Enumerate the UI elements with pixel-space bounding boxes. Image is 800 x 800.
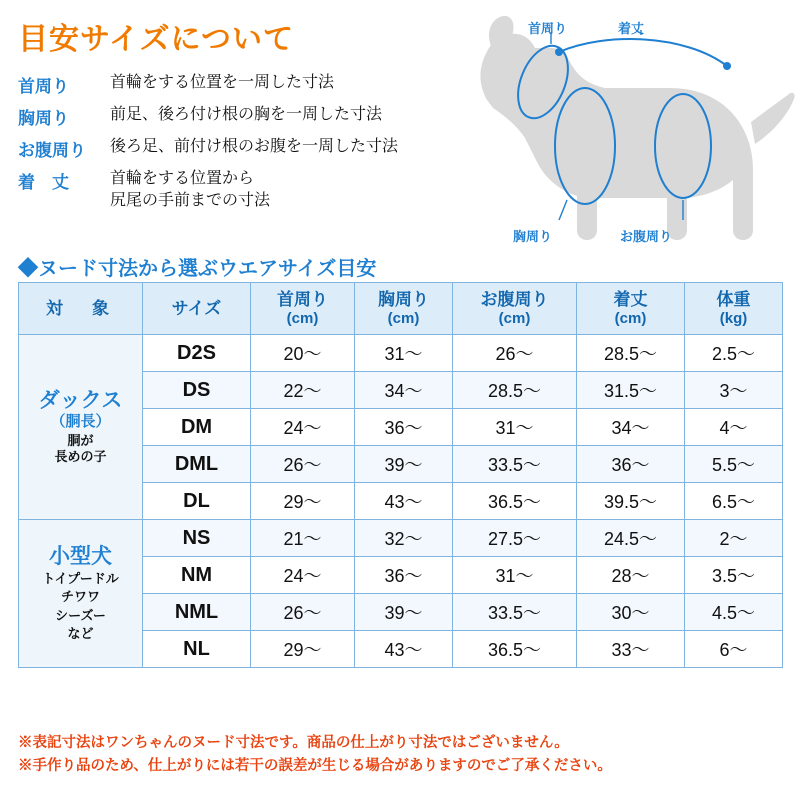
cell-size: DL — [143, 483, 251, 520]
section-heading: ◆ヌード寸法から選ぶウエアサイズ目安 — [18, 258, 377, 280]
dog-diagram — [455, 4, 795, 264]
legend-desc-length-line1: 首輪をする位置から — [110, 170, 255, 187]
legend-item-neck — [18, 72, 458, 97]
cell-weight: 6.5〜 — [685, 483, 783, 520]
legend-desc-neck: 首輪をする位置を一周した寸法 — [110, 74, 335, 91]
col-header-size: サイズ — [143, 283, 251, 335]
cell-chest: 32〜 — [355, 520, 453, 557]
cell-neck: 24〜 — [251, 557, 355, 594]
cell-neck: 24〜 — [251, 409, 355, 446]
cell-neck: 20〜 — [251, 335, 355, 372]
col-header-neck-label: 首周り — [277, 289, 328, 309]
cell-chest: 43〜 — [355, 483, 453, 520]
page-title: 目安サイズについて — [18, 23, 294, 56]
legend-item-length — [18, 168, 458, 211]
table-header-row — [19, 283, 783, 335]
col-header-chest — [355, 283, 453, 335]
cell-neck: 26〜 — [251, 446, 355, 483]
cell-weight: 5.5〜 — [685, 446, 783, 483]
col-header-belly-label: お腹周り — [480, 289, 549, 309]
legend-item-chest — [18, 104, 458, 129]
cell-weight: 3.5〜 — [685, 557, 783, 594]
footnotes — [18, 732, 788, 778]
diagram-label-length: 着丈 — [618, 21, 645, 36]
cell-chest: 31〜 — [355, 335, 453, 372]
cell-size: DM — [143, 409, 251, 446]
col-header-target: 対 象 — [19, 283, 143, 335]
cell-size: NM — [143, 557, 251, 594]
cell-length: 33〜 — [577, 631, 685, 668]
col-header-belly-unit: (cm) — [498, 309, 531, 327]
group-note-line2: シーズー — [55, 607, 106, 623]
cell-size: DS — [143, 372, 251, 409]
table-row — [19, 520, 783, 557]
cell-weight: 3〜 — [685, 372, 783, 409]
measurement-legend — [18, 72, 458, 218]
cell-belly: 36.5〜 — [453, 483, 577, 520]
cell-neck: 29〜 — [251, 483, 355, 520]
cell-size: NML — [143, 594, 251, 631]
cell-belly: 31〜 — [453, 557, 577, 594]
col-header-length-label: 着丈 — [613, 289, 648, 309]
cell-belly: 33.5〜 — [453, 446, 577, 483]
dog-silhouette — [480, 16, 794, 240]
col-header-length-unit: (cm) — [614, 309, 647, 327]
cell-neck: 22〜 — [251, 372, 355, 409]
cell-size: D2S — [143, 335, 251, 372]
legend-item-belly — [18, 136, 458, 161]
col-header-length — [577, 283, 685, 335]
size-table-head — [19, 283, 783, 335]
cell-belly: 33.5〜 — [453, 594, 577, 631]
col-header-belly — [453, 283, 577, 335]
cell-weight: 2〜 — [685, 520, 783, 557]
legend-desc-chest: 前足、後ろ付け根の胸を一周した寸法 — [110, 106, 383, 123]
group-name-line2: （胴長） — [50, 412, 111, 430]
cell-length: 28.5〜 — [577, 335, 685, 372]
group-note-line2: 長めの子 — [54, 449, 107, 465]
size-table — [18, 282, 783, 668]
legend-desc-length — [110, 168, 270, 211]
footnote-1: ※表記寸法はワンちゃんのヌード寸法です。商品の仕上がり寸法ではございません。 — [18, 735, 569, 751]
legend-desc-length-line2: 尻尾の手前までの寸法 — [110, 191, 271, 209]
measurement-endpoints — [555, 48, 731, 70]
group-name-line1: ダックス — [38, 388, 123, 412]
cell-chest: 39〜 — [355, 446, 453, 483]
cell-chest: 36〜 — [355, 409, 453, 446]
length-measure-line — [559, 39, 727, 66]
group-note-line1: 胴が — [67, 432, 94, 448]
col-header-chest-label: 胸周り — [378, 289, 429, 309]
group-note-line0: トイプードル — [42, 571, 119, 587]
legend-term-neck: 首周り — [18, 77, 69, 96]
group-note-line1: チワワ — [60, 589, 100, 605]
cell-weight: 4.5〜 — [685, 594, 783, 631]
cell-belly: 28.5〜 — [453, 372, 577, 409]
legend-term-belly: お腹周り — [18, 141, 86, 160]
dog-illustration-svg — [455, 4, 795, 264]
diagram-label-belly: お腹周り — [620, 229, 673, 244]
cell-chest: 39〜 — [355, 594, 453, 631]
footnote-2: ※手作り品のため、仕上がりには若干の誤差が生じる場合がありますのでご了承ください。 — [18, 758, 612, 775]
col-header-neck — [251, 283, 355, 335]
cell-length: 28〜 — [577, 557, 685, 594]
col-header-weight-label: 体重 — [716, 289, 751, 309]
col-header-chest-unit: (cm) — [387, 309, 420, 327]
col-header-neck-unit: (cm) — [286, 309, 319, 327]
cell-belly: 36.5〜 — [453, 631, 577, 668]
cell-length: 31.5〜 — [577, 372, 685, 409]
table-row — [19, 335, 783, 372]
group-cell-dachshund — [19, 335, 143, 520]
cell-length: 36〜 — [577, 446, 685, 483]
diagram-label-chest: 胸周り — [513, 229, 553, 244]
cell-length: 34〜 — [577, 409, 685, 446]
col-header-weight-unit: (kg) — [719, 309, 748, 327]
cell-length: 24.5〜 — [577, 520, 685, 557]
cell-length: 39.5〜 — [577, 483, 685, 520]
group-name-line1: 小型犬 — [49, 544, 112, 568]
cell-belly: 26〜 — [453, 335, 577, 372]
cell-weight: 4〜 — [685, 409, 783, 446]
cell-size: NL — [143, 631, 251, 668]
cell-neck: 29〜 — [251, 631, 355, 668]
legend-term-chest: 胸周り — [18, 109, 69, 128]
legend-term-length: 着 丈 — [18, 173, 69, 192]
cell-weight: 2.5〜 — [685, 335, 783, 372]
cell-chest: 36〜 — [355, 557, 453, 594]
cell-size: NS — [143, 520, 251, 557]
col-header-weight — [685, 283, 783, 335]
cell-neck: 21〜 — [251, 520, 355, 557]
cell-chest: 43〜 — [355, 631, 453, 668]
group-cell-small-dog — [19, 520, 143, 668]
cell-weight: 6〜 — [685, 631, 783, 668]
group-note-line3: など — [67, 625, 94, 641]
cell-length: 30〜 — [577, 594, 685, 631]
legend-desc-belly: 後ろ足、前付け根のお腹を一周した寸法 — [110, 138, 399, 155]
cell-neck: 26〜 — [251, 594, 355, 631]
diagram-label-neck: 首周り — [528, 21, 568, 36]
size-table-body — [19, 335, 783, 668]
cell-belly: 27.5〜 — [453, 520, 577, 557]
cell-belly: 31〜 — [453, 409, 577, 446]
cell-size: DML — [143, 446, 251, 483]
cell-chest: 34〜 — [355, 372, 453, 409]
